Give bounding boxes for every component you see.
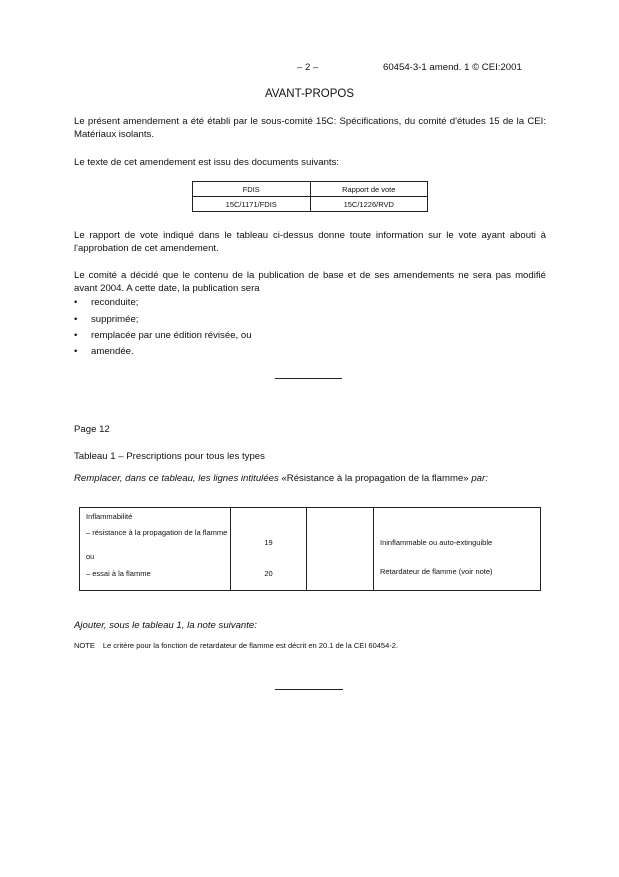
requirement: Ininflammable ou auto-extinguible [380, 538, 493, 547]
cell-requirement [374, 508, 541, 591]
list-item: supprimée; [91, 314, 139, 325]
cell-vote-report: 15C/1226/RVD [310, 197, 428, 212]
header-fdis: FDIS [193, 182, 311, 197]
cell-fdis: 15C/1171/FDIS [193, 197, 311, 212]
property-or: ou [86, 552, 95, 561]
bullet-icon: • [74, 314, 78, 325]
list-item: remplacée par une édition révisée, ou [91, 330, 252, 341]
paragraph-documents: Le texte de cet amendement est issu des documents suivants: [74, 157, 340, 168]
paragraph-committee: Le présent amendement a été établi par le sous-comité 15C: Spécifications, du comité d'études 15 de la CEI: Matériaux isolants. [74, 116, 546, 140]
separator [275, 378, 342, 379]
requirements-table [79, 507, 541, 591]
bullet-icon: • [74, 297, 78, 308]
bullet-icon: • [74, 330, 78, 341]
page-number: – 2 – [297, 62, 319, 73]
list-item: reconduite; [91, 297, 139, 308]
paragraph-decision: Le comité a décidé que le contenu de la publication de base et de ses amendements ne sera pas modifié avant 2004. A cette date, la publication sera [74, 270, 546, 294]
page-reference: Page 12 [74, 424, 110, 435]
page-title: AVANT-PROPOS [264, 88, 355, 100]
note: NOTE Le critère pour la fonction de retardateur de flamme est décrit en 20.1 de la CEI 60454-2. [74, 641, 399, 650]
bullet-icon: • [74, 346, 78, 357]
header-vote-report: Rapport de vote [310, 182, 428, 197]
list-item: amendée. [91, 346, 134, 357]
cell-clause [231, 508, 307, 591]
paragraph-vote: Le rapport de vote indiqué dans le tableau ci-dessus donne toute information sur le vote ayant abouti à l'approbation de cet amendement. [74, 230, 546, 254]
property-heading: Inflammabilité [86, 512, 133, 521]
property-item: – essai à la flamme [86, 569, 151, 578]
cell-empty [307, 508, 374, 591]
separator [275, 689, 343, 690]
instruction-add: Ajouter, sous le tableau 1, la note suivante: [74, 620, 257, 631]
document-reference: 60454-3-1 amend. 1 © CEI:2001 [383, 62, 522, 73]
property-item: – résistance à la propagation de la flamme [86, 528, 228, 537]
clause-number: 20 [264, 569, 273, 578]
table-caption: Tableau 1 – Prescriptions pour tous les types [74, 451, 265, 462]
requirement: Retardateur de flamme (voir note) [380, 567, 493, 576]
clause-number: 19 [264, 538, 273, 547]
instruction-replace: Remplacer, dans ce tableau, les lignes intitulées «Résistance à la propagation de la flamme» par: [74, 473, 488, 484]
cell-property [80, 508, 231, 591]
documents-table [192, 181, 428, 212]
